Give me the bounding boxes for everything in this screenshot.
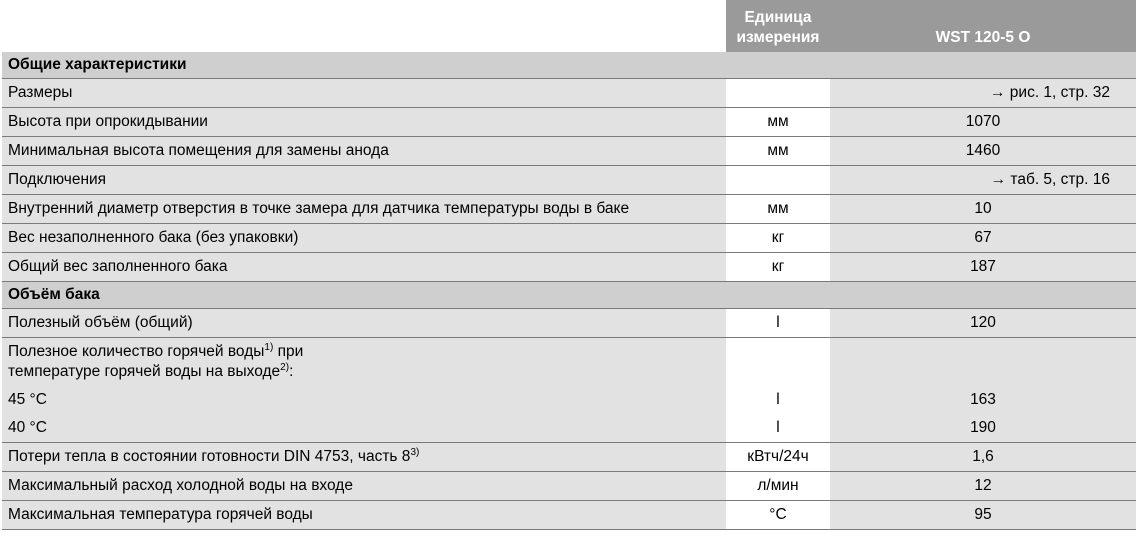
value-cell: 163: [830, 386, 1136, 414]
value-cell: 1070: [830, 108, 1136, 137]
hot-water-line1-tail: при: [273, 343, 304, 360]
table-row: [2, 386, 1136, 414]
param-label: 40 °C: [2, 414, 726, 443]
value-cell: 1,6: [830, 443, 1136, 472]
param-label: 45 °C: [2, 386, 726, 414]
param-label: Максимальный расход холодной воды на входе: [2, 472, 726, 501]
header-unit-line1: Единица: [744, 9, 812, 26]
section-row: [2, 282, 1136, 309]
unit-cell: кг: [726, 224, 830, 253]
footnote-3: 3): [410, 447, 420, 458]
unit-cell: л/мин: [726, 472, 830, 501]
value-cell: 187: [830, 253, 1136, 282]
param-label: Высота при опрокидывании: [2, 108, 726, 137]
param-label: Максимальная температура горячей воды: [2, 501, 726, 530]
param-label: Полезный объём (общий): [2, 309, 726, 338]
param-label: [2, 338, 726, 387]
header-unit: [726, 0, 830, 52]
spec-table: [2, 0, 1136, 530]
table-row: [2, 472, 1136, 501]
unit-cell: мм: [726, 137, 830, 166]
table-row: [2, 338, 1136, 387]
hot-water-line2-tail: :: [289, 363, 294, 380]
unit-cell: [726, 338, 830, 387]
value-cell: 190: [830, 414, 1136, 443]
table-header: [2, 0, 1136, 52]
table-row: [2, 108, 1136, 137]
section-title: Объём бака: [2, 282, 1136, 309]
unit-cell: l: [726, 414, 830, 443]
header-unit-line2: измерения: [736, 29, 820, 46]
value-cell: 95: [830, 501, 1136, 530]
table-row: [2, 309, 1136, 338]
table-row: [2, 253, 1136, 282]
footnote-1: 1): [264, 342, 274, 353]
value-cell: → таб. 5, стр. 16: [830, 166, 1136, 195]
section-row: [2, 52, 1136, 79]
unit-cell: кг: [726, 253, 830, 282]
heat-loss-text: Потери тепла в состоянии готовности DIN 4753, часть 8: [8, 448, 411, 465]
param-label: Минимальная высота помещения для замены анода: [2, 137, 726, 166]
value-cell: [830, 338, 1136, 387]
table-row: [2, 414, 1136, 443]
unit-cell: [726, 79, 830, 108]
unit-cell: l: [726, 309, 830, 338]
header-blank: [2, 0, 726, 52]
table-row: [2, 137, 1136, 166]
unit-cell: мм: [726, 108, 830, 137]
footnote-2: 2): [280, 362, 290, 373]
value-cell: 12: [830, 472, 1136, 501]
unit-cell: °C: [726, 501, 830, 530]
unit-cell: l: [726, 386, 830, 414]
unit-cell: [726, 166, 830, 195]
hot-water-line2: температуре горячей воды на выходе: [8, 363, 281, 380]
param-label: Вес незаполненного бака (без упаковки): [2, 224, 726, 253]
param-label: [2, 443, 726, 472]
table-row: [2, 166, 1136, 195]
param-label: Общий вес заполненного бака: [2, 253, 726, 282]
value-cell: 10: [830, 195, 1136, 224]
section-title: Общие характеристики: [2, 52, 1136, 79]
value-cell: 1460: [830, 137, 1136, 166]
value-cell: → рис. 1, стр. 32: [830, 79, 1136, 108]
value-cell: 67: [830, 224, 1136, 253]
unit-cell: мм: [726, 195, 830, 224]
table-row: [2, 443, 1136, 472]
header-model: WST 120-5 O: [830, 0, 1136, 52]
table-row: [2, 501, 1136, 530]
unit-cell: кВтч/24ч: [726, 443, 830, 472]
value-cell: 120: [830, 309, 1136, 338]
table-row: [2, 195, 1136, 224]
hot-water-line1: Полезное количество горячей воды: [8, 343, 265, 360]
param-label: Внутренний диаметр отверстия в точке замера для датчика температуры воды в баке: [2, 195, 726, 224]
table-row: [2, 79, 1136, 108]
param-label: Подключения: [2, 166, 726, 195]
param-label: Размеры: [2, 79, 726, 108]
table-row: [2, 224, 1136, 253]
